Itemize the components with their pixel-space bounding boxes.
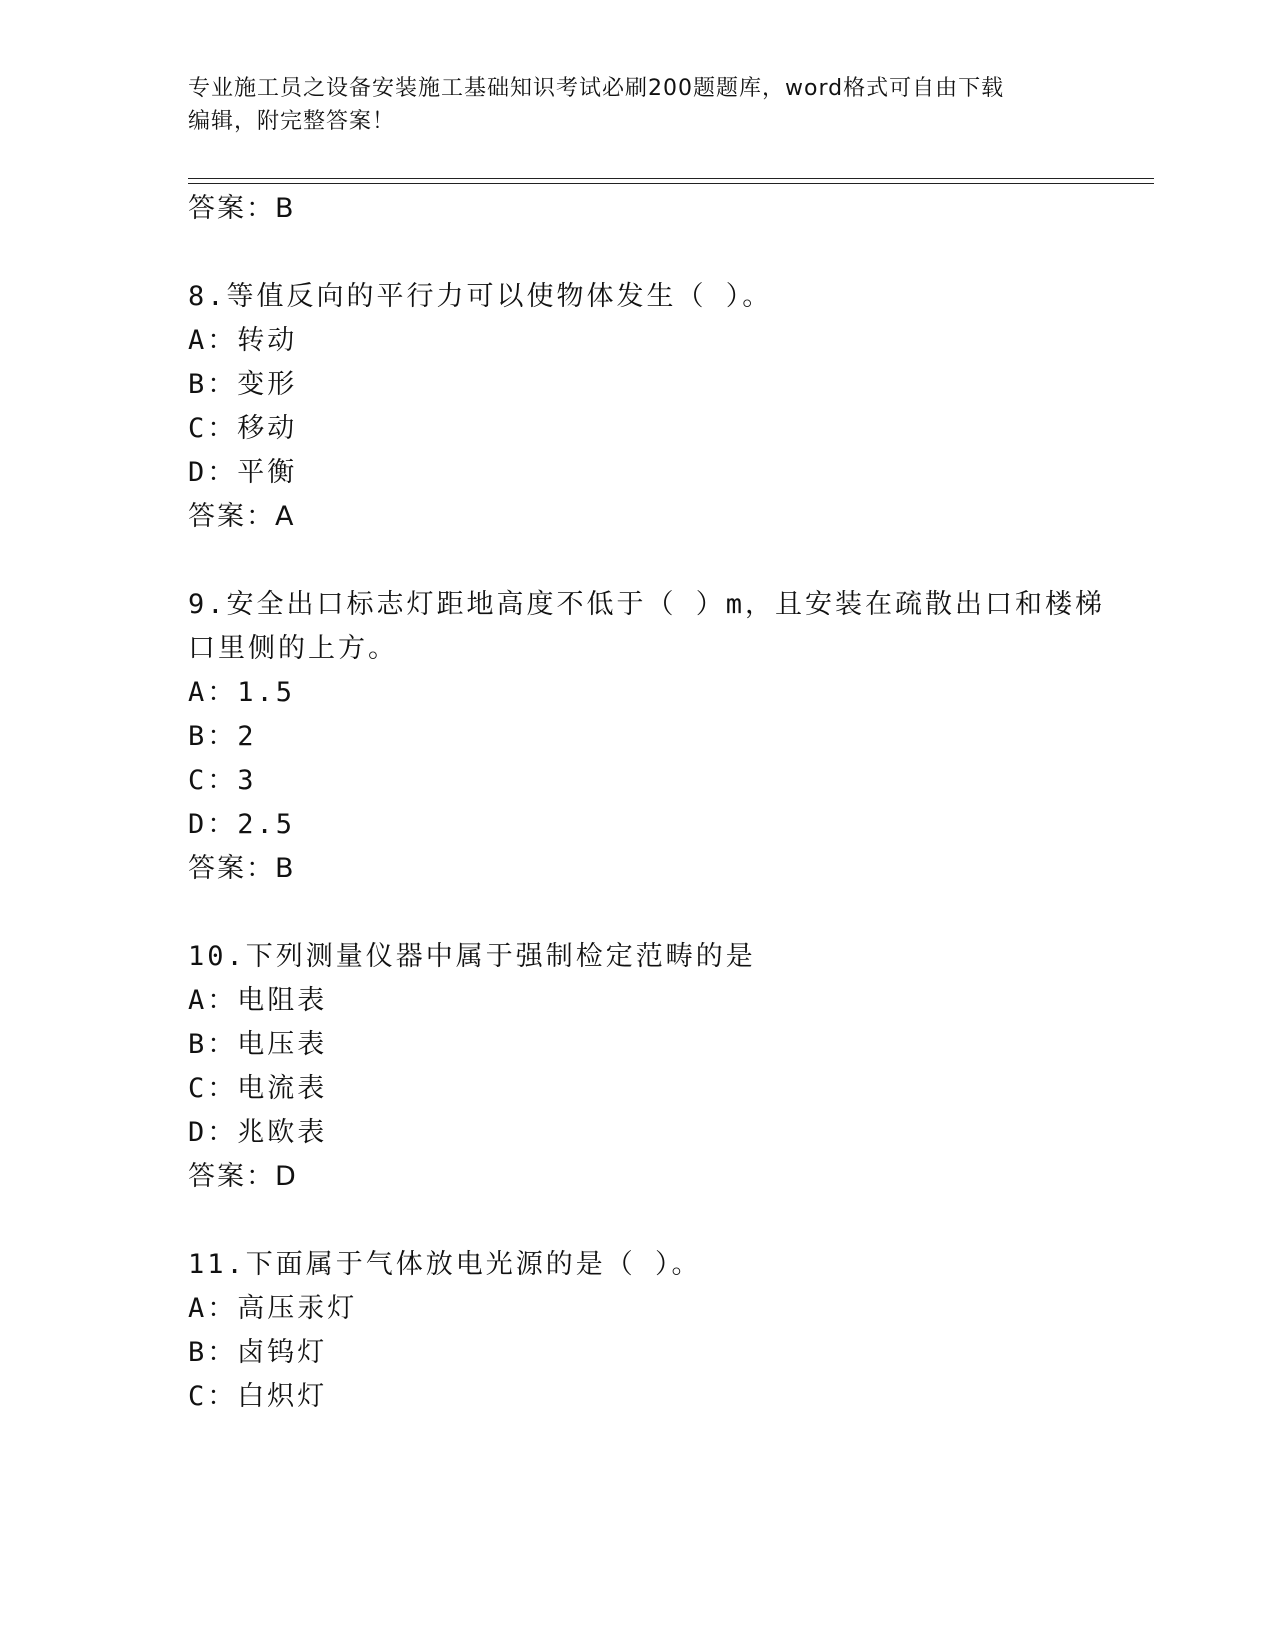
header-divider bbox=[188, 178, 1154, 184]
question-11-option-c: C：白炽灯 bbox=[188, 1381, 328, 1412]
question-8-option-d: D：平衡 bbox=[188, 457, 298, 488]
question-10-option-a: A：电阻表 bbox=[188, 985, 328, 1016]
question-8-answer: 答案：A bbox=[188, 501, 296, 532]
question-9-answer: 答案：B bbox=[188, 853, 296, 884]
document-header bbox=[188, 72, 1068, 138]
answer-line-q7: 答案：B bbox=[188, 193, 296, 224]
question-10-answer: 答案：D bbox=[188, 1161, 298, 1192]
question-11-stem: 11.下面属于气体放电光源的是（ ）。 bbox=[188, 1249, 702, 1280]
question-9-option-a: A：1.5 bbox=[188, 677, 296, 708]
header-line-1: 专业施工员之设备安装施工基础知识考试必刷200题题库，word格式可自由下载 bbox=[188, 76, 1005, 101]
question-8-option-a: A：转动 bbox=[188, 325, 298, 356]
question-9-option-c: C：3 bbox=[188, 765, 257, 796]
header-line-2: 编辑，附完整答案！ bbox=[188, 109, 396, 134]
question-11-option-a: A：高压汞灯 bbox=[188, 1293, 358, 1324]
question-9-option-d: D：2.5 bbox=[188, 809, 296, 840]
question-9-option-b: B：2 bbox=[188, 721, 257, 752]
question-8-stem: 8.等值反向的平行力可以使物体发生（ ）。 bbox=[188, 281, 773, 312]
question-10-option-d: D：兆欧表 bbox=[188, 1117, 328, 1148]
question-8-option-c: C：移动 bbox=[188, 413, 298, 444]
question-10-stem: 10.下列测量仪器中属于强制检定范畴的是 bbox=[188, 941, 756, 972]
question-8-option-b: B：变形 bbox=[188, 369, 298, 400]
question-9-stem-line-1: 9.安全出口标志灯距地高度不低于（ ）m，且安装在疏散出口和楼梯 bbox=[188, 589, 1106, 620]
question-11-option-b: B：卤钨灯 bbox=[188, 1337, 328, 1368]
question-10-option-b: B：电压表 bbox=[188, 1029, 328, 1060]
question-9-stem-line-2: 口里侧的上方。 bbox=[188, 633, 398, 664]
question-10-option-c: C：电流表 bbox=[188, 1073, 328, 1104]
